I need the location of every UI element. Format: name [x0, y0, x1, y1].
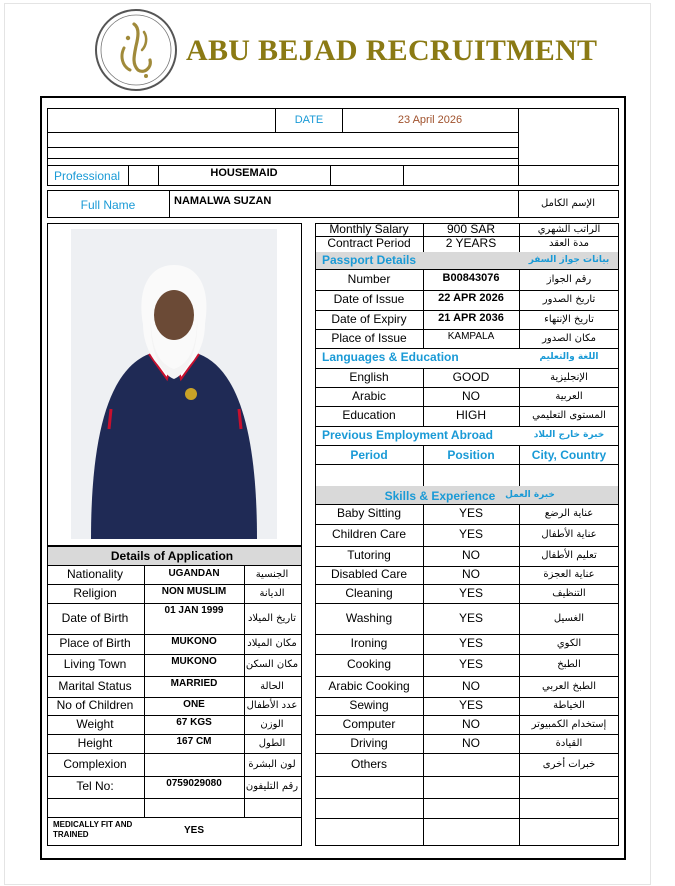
application-ar-label: مكان السكن: [245, 659, 299, 670]
application-ar-label: رقم التليفون: [245, 781, 299, 792]
application-heading: Details of Application: [110, 549, 234, 563]
row-ar-label: تاريخ الصدور: [542, 294, 596, 305]
profession-row: [47, 166, 619, 186]
row-value: YES: [458, 611, 484, 625]
application-label: Living Town: [63, 657, 127, 671]
row-ar-label: الخياطة: [553, 700, 585, 711]
full-name-ar: الإسم الكامل: [540, 198, 596, 209]
medical-label: MEDICALLY FIT AND TRAINED: [53, 820, 133, 839]
skills-heading: Skills & Experience: [384, 489, 496, 503]
row-label: Number: [347, 272, 391, 286]
application-label: Nationality: [66, 567, 124, 581]
languages-heading-ar: اللغة والتعليم: [539, 352, 599, 362]
row-ar-label: العربية: [555, 391, 583, 402]
row-label: Arabic: [351, 389, 387, 403]
row-label: Education: [342, 408, 396, 422]
row-label: Driving: [350, 736, 388, 750]
row-ar-label: الكوي: [556, 638, 582, 649]
row-value: NO: [462, 717, 480, 731]
row-value: 900 SAR: [446, 222, 496, 236]
employment-col-period: Period: [350, 448, 388, 462]
row-label: Ironing: [350, 636, 388, 650]
row-ar-label: الغسيل: [553, 613, 585, 624]
application-ar-label: الجنسية: [255, 569, 289, 580]
row-ar-label: عناية العجزة: [543, 569, 595, 580]
profession-label: Professional: [54, 169, 121, 183]
application-ar-label: تاريخ الميلاد: [247, 613, 297, 624]
row-value: NO: [462, 389, 480, 403]
row-ar-label: الطبخ: [557, 659, 581, 670]
row-value: GOOD: [452, 370, 490, 384]
row-ar-label: إستخدام الكمبيوتر: [531, 719, 607, 730]
row-value: NO: [462, 548, 480, 562]
employment-heading: Previous Employment Abroad: [322, 428, 493, 442]
row-label: Monthly Salary: [329, 222, 409, 236]
row-ar-label: تعليم الأطفال: [541, 550, 597, 561]
row-value: YES: [458, 657, 484, 671]
application-value: MUKONO: [171, 656, 217, 667]
application-ar-label: لون البشرة: [248, 759, 296, 770]
application-value: MUKONO: [171, 636, 217, 647]
row-ar-label: مكان الصدور: [542, 333, 596, 344]
application-value: 167 CM: [176, 736, 212, 747]
application-ar-label: الطول: [258, 738, 286, 749]
application-ar-label: مكان الميلاد: [247, 638, 297, 649]
row-ar-label: الطبخ العربي: [542, 681, 596, 692]
row-ar-label: الراتب الشهري: [537, 224, 601, 235]
row-value: YES: [458, 636, 484, 650]
application-label: Complexion: [63, 757, 127, 771]
row-ar-label: مدة العقد: [549, 238, 589, 249]
application-value: MARRIED: [170, 678, 218, 689]
row-value: NO: [462, 679, 480, 693]
row-label: Baby Sitting: [336, 506, 402, 520]
row-label: Others: [350, 757, 388, 771]
applicant-photo-icon: [71, 229, 277, 539]
row-label: Arabic Cooking: [328, 679, 410, 693]
row-ar-label: التنظيف: [552, 588, 586, 599]
application-label: Tel No:: [76, 779, 114, 793]
employment-col-city: City, Country: [531, 448, 607, 462]
medical-value: YES: [183, 825, 205, 836]
passport-heading: Passport Details: [322, 253, 417, 267]
application-value: UGANDAN: [168, 568, 220, 579]
row-ar-label: رقم الجواز: [546, 274, 592, 285]
languages-heading: Languages & Education: [322, 350, 459, 364]
application-label: Religion: [73, 586, 117, 600]
row-label: Sewing: [349, 698, 389, 712]
row-label: Date of Issue: [333, 292, 405, 306]
full-name-label: Full Name: [80, 198, 136, 212]
row-ar-label: القيادة: [555, 738, 583, 749]
row-value: YES: [458, 527, 484, 541]
row-label: Washing: [345, 611, 393, 625]
row-value: NO: [462, 736, 480, 750]
employment-col-position: Position: [447, 448, 495, 462]
row-value: YES: [458, 698, 484, 712]
row-label: Date of Expiry: [331, 312, 407, 326]
row-value: 21 APR 2036: [438, 312, 504, 324]
passport-heading-ar: بيانات جواز السفر: [528, 255, 610, 265]
row-ar-label: عناية الرضع: [544, 508, 594, 519]
row-label: Disabled Care: [330, 567, 408, 581]
application-ar-label: الحالة: [260, 681, 284, 692]
row-value: NO: [462, 567, 480, 581]
application-value: 0759029080: [166, 778, 222, 789]
date-value: 23 April 2026: [397, 114, 463, 126]
employment-heading-ar: خبرة خارج البلاد: [533, 430, 605, 440]
row-label: English: [349, 370, 389, 384]
row-ar-label: تاريخ الإنتهاء: [544, 314, 594, 325]
row-label: Computer: [342, 717, 396, 731]
application-label: Weight: [76, 717, 114, 731]
row-value: B00843076: [442, 272, 500, 284]
row-label: Cooking: [346, 657, 392, 671]
row-ar-label: المستوى التعليمي: [532, 410, 606, 421]
calligraphy-logo-icon: [94, 8, 178, 92]
application-ar-label: الوزن: [260, 719, 284, 730]
application-ar-label: عدد الأطفال: [246, 700, 298, 711]
row-ar-label: عناية الأطفال: [541, 529, 597, 540]
row-label: Place of Issue: [331, 331, 407, 345]
row-label: Tutoring: [347, 548, 391, 562]
full-name-value: NAMALWA SUZAN: [174, 195, 272, 207]
date-label: DATE: [294, 114, 324, 126]
application-value: 67 KGS: [176, 717, 212, 728]
row-value: HIGH: [456, 408, 486, 422]
row-value: YES: [458, 586, 484, 600]
row-label: Children Care: [331, 527, 407, 541]
application-value: NON MUSLIM: [161, 586, 227, 597]
row-label: Cleaning: [345, 586, 393, 600]
application-value: ONE: [183, 699, 205, 710]
brand-title: ABU BEJAD RECRUITMENT: [186, 34, 598, 67]
row-ar-label: خبرات أخرى: [542, 759, 596, 770]
skills-heading-ar: خبرة العمل: [505, 490, 555, 500]
profession-value: HOUSEMAID: [210, 167, 278, 179]
application-label: Place of Birth: [59, 636, 131, 650]
application-label: Date of Birth: [61, 611, 129, 625]
row-value: 22 APR 2026: [438, 292, 504, 304]
application-ar-label: الديانة: [259, 588, 285, 599]
application-value: 01 JAN 1999: [164, 605, 224, 616]
row-value: YES: [458, 506, 484, 520]
application-label: Height: [77, 736, 113, 750]
row-ar-label: الإنجليزية: [550, 372, 588, 383]
row-label: Contract Period: [327, 236, 411, 250]
application-label: No of Children: [56, 698, 134, 712]
row-value: KAMPALA: [447, 331, 495, 342]
application-label: Marital Status: [58, 679, 132, 693]
row-value: 2 YEARS: [445, 236, 497, 250]
